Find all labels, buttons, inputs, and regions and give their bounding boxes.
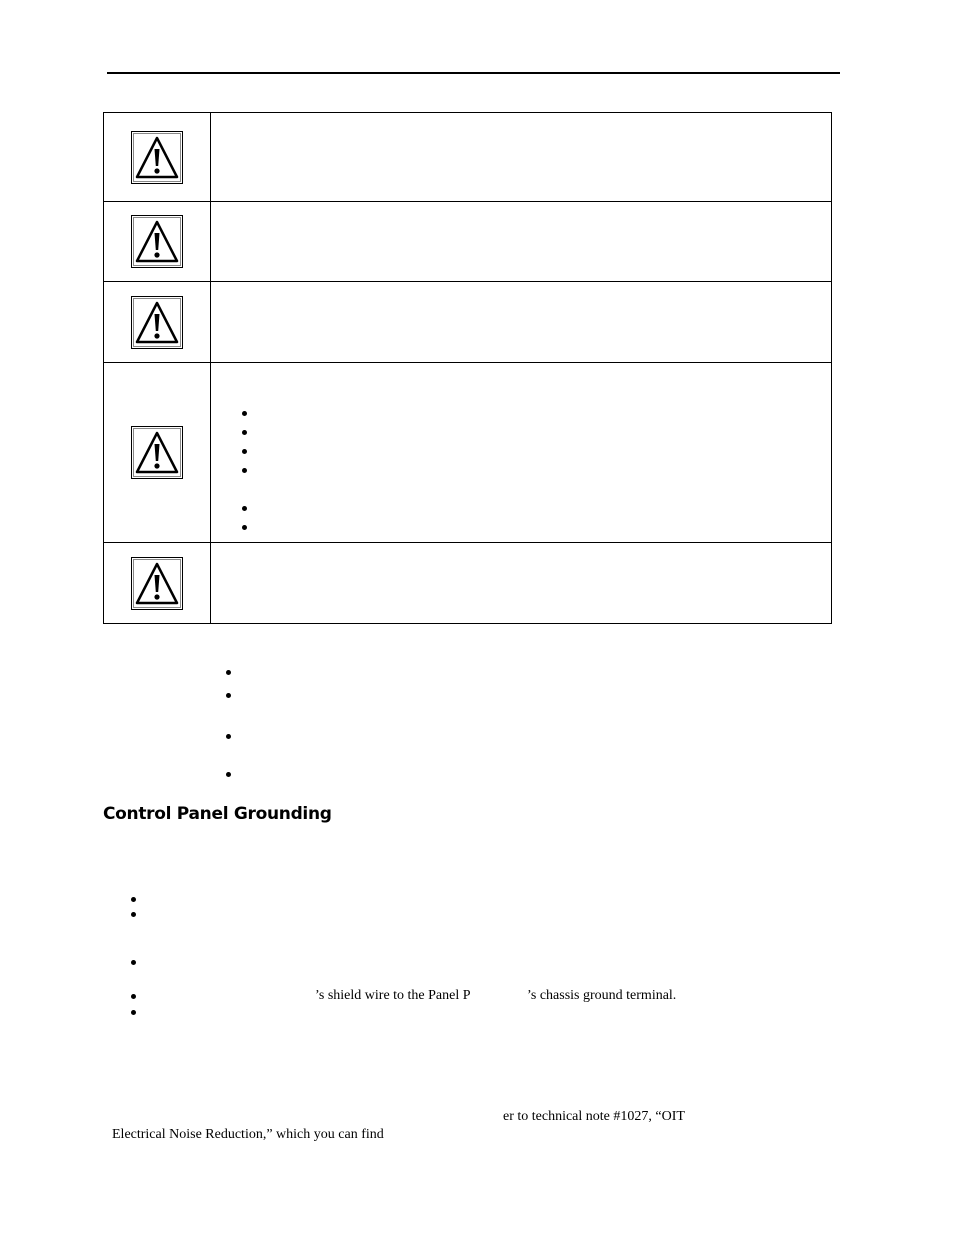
bullet-dot: [242, 525, 247, 530]
bullet-dot: [131, 960, 136, 965]
bullet-dot: [242, 449, 247, 454]
bullet-dot: [242, 506, 247, 511]
warning-triangle-icon: [131, 215, 183, 268]
header-rule: [107, 72, 840, 74]
tech-note-text: er to technical note #1027, “OIT: [503, 1109, 685, 1124]
warning-row-5: [104, 543, 832, 624]
bullet-dot: [226, 693, 231, 698]
warning-icon-cell-4: [104, 363, 211, 543]
warning-icon-cell-1: [104, 113, 211, 202]
warning-row-1: [104, 113, 832, 202]
warnings-table: [103, 112, 832, 624]
warning-row-2: [104, 202, 832, 282]
chassis-ground-text: ’s chassis ground terminal.: [527, 988, 677, 1003]
bullet-dot: [242, 468, 247, 473]
section-heading: Control Panel Grounding: [103, 804, 332, 824]
bullet-dot: [131, 994, 136, 999]
noise-reduction-text: Electrical Noise Reduction,” which you can find: [112, 1127, 384, 1142]
warning-icon-cell-3: [104, 282, 211, 363]
warning-icon-cell-2: [104, 202, 211, 282]
warning-text-cell-2: [211, 202, 832, 282]
warning-icon-cell-5: [104, 543, 211, 624]
warning-row-3: [104, 282, 832, 363]
warning-text-cell-1: [211, 113, 832, 202]
bullet-dot: [226, 734, 231, 739]
bullet-dot: [131, 912, 136, 917]
warning-text-cell-3: [211, 282, 832, 363]
warning-triangle-icon: [131, 296, 183, 349]
warning-triangle-icon: [131, 557, 183, 610]
warning-triangle-icon: [131, 426, 183, 479]
warning-row-4: [104, 363, 832, 543]
bullet-dot: [226, 670, 231, 675]
bullet-dot: [242, 430, 247, 435]
bullet-dot: [131, 897, 136, 902]
warning-text-cell-5: [211, 543, 832, 624]
warning-triangle-icon: [131, 131, 183, 184]
bullet-dot: [131, 1010, 136, 1015]
bullet-dot: [226, 772, 231, 777]
shield-wire-text: ’s shield wire to the Panel P: [315, 988, 471, 1003]
warning-text-cell-4: [211, 363, 832, 543]
bullet-dot: [242, 411, 247, 416]
